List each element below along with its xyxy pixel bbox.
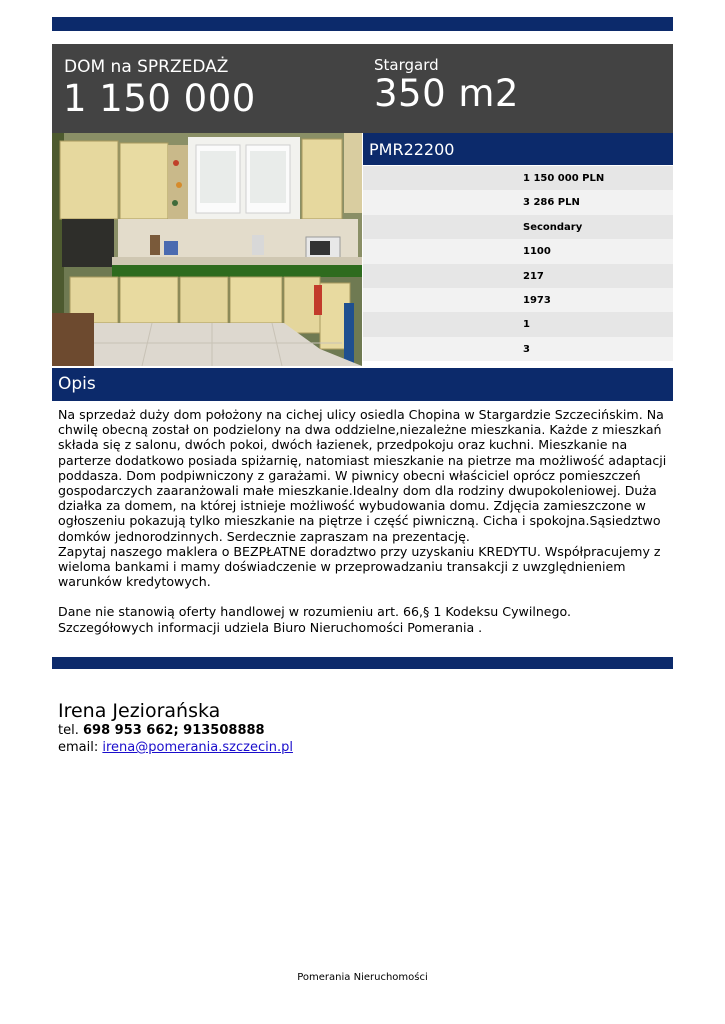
detail-value: 1973 [523, 294, 551, 306]
area-headline: 350 m2 [374, 72, 519, 115]
email-link[interactable]: irena@pomerania.szczecin.pl [102, 740, 293, 755]
agent-phone [58, 723, 265, 738]
detail-row [363, 312, 673, 336]
description-heading: Opis [58, 374, 96, 394]
credit-paragraph: Zapytaj naszego maklera o BEZPŁATNE doradztwo przy uzyskaniu KREDYTU. Współpracujemy z wieloma bankami i mamy doświadczenie w przeprowadzaniu transakcji z uwzględnieniem warunków kredytowych. [58, 543, 661, 590]
detail-row [363, 239, 673, 263]
details-table [363, 166, 673, 361]
detail-value: 217 [523, 270, 544, 282]
detail-row [363, 166, 673, 190]
property-type-label: DOM na SPRZEDAŻ [64, 57, 229, 77]
reference-bar [363, 133, 673, 165]
divider-bar [52, 657, 673, 669]
listing-header [52, 44, 673, 133]
disclaimer-paragraph: Dane nie stanowią oferty handlowej w rozumieniu art. 66,§ 1 Kodeksu Cywilnego. Szczegółowych informacji udziela Biuro Nieruchomości Pomerania . [58, 604, 572, 635]
kitchen-photo [52, 133, 362, 366]
detail-row [363, 215, 673, 239]
top-accent-bar [52, 17, 673, 31]
agent-email [58, 740, 293, 755]
detail-value: 3 [523, 343, 530, 355]
detail-row [363, 264, 673, 288]
agent-name: Irena Jeziorańska [58, 700, 221, 722]
description-paragraph: Na sprzedaż duży dom położony na cichej ulicy osiedla Chopina w Stargardzie Szczecińskim. Na chwilę obecną został on podzielony na dwa oddzielne,niezależne mieszkania. Każde z mieszkań składa się z salonu, dwóch pokoi, dwóch łazienek, przedpokoju oraz kuchni. Mieszkanie na parterze dodatkowo posiada spiżarnię, natomiast mieszkanie na pietrze ma możliwość adaptacji poddasza. Dom podpiwniczony z garażami. W piwnicy obecni właściciel oprócz pomieszczeń gospodarczych zaaranżowali małe mieszkanie.Idealny dom dla rodziny dwupokoleniowej. Duża działka za domem, na której istnieje możliwość wybudowania domu. Zdjęcia zamieszczone w ogłoszeniu pokazują tylko mieszkanie na piętrze i część piwniczną. Cicha i spokojna.Sąsiedztwo domków jednorodzinnych. Serdecznie zapraszam na prezentację. [58, 407, 667, 544]
price-headline: 1 150 000 [63, 77, 256, 120]
detail-value: Secondary [523, 221, 583, 233]
detail-row [363, 190, 673, 214]
description-heading-bar [52, 368, 673, 401]
detail-value: 1 150 000 PLN [523, 173, 605, 184]
detail-row [363, 288, 673, 312]
detail-value: 3 286 PLN [523, 197, 580, 209]
phone-number: 698 953 662; 913508888 [82, 723, 265, 738]
footer-text: Pomerania Nieruchomości [297, 972, 428, 983]
description-body [58, 407, 670, 635]
email-label: email: [58, 740, 99, 755]
detail-value: 1100 [523, 246, 551, 258]
city-label: Stargard [374, 56, 439, 74]
phone-label: tel. [58, 723, 79, 738]
reference-number: PMR22200 [369, 140, 455, 159]
detail-row [363, 337, 673, 361]
detail-value: 1 [523, 319, 530, 331]
